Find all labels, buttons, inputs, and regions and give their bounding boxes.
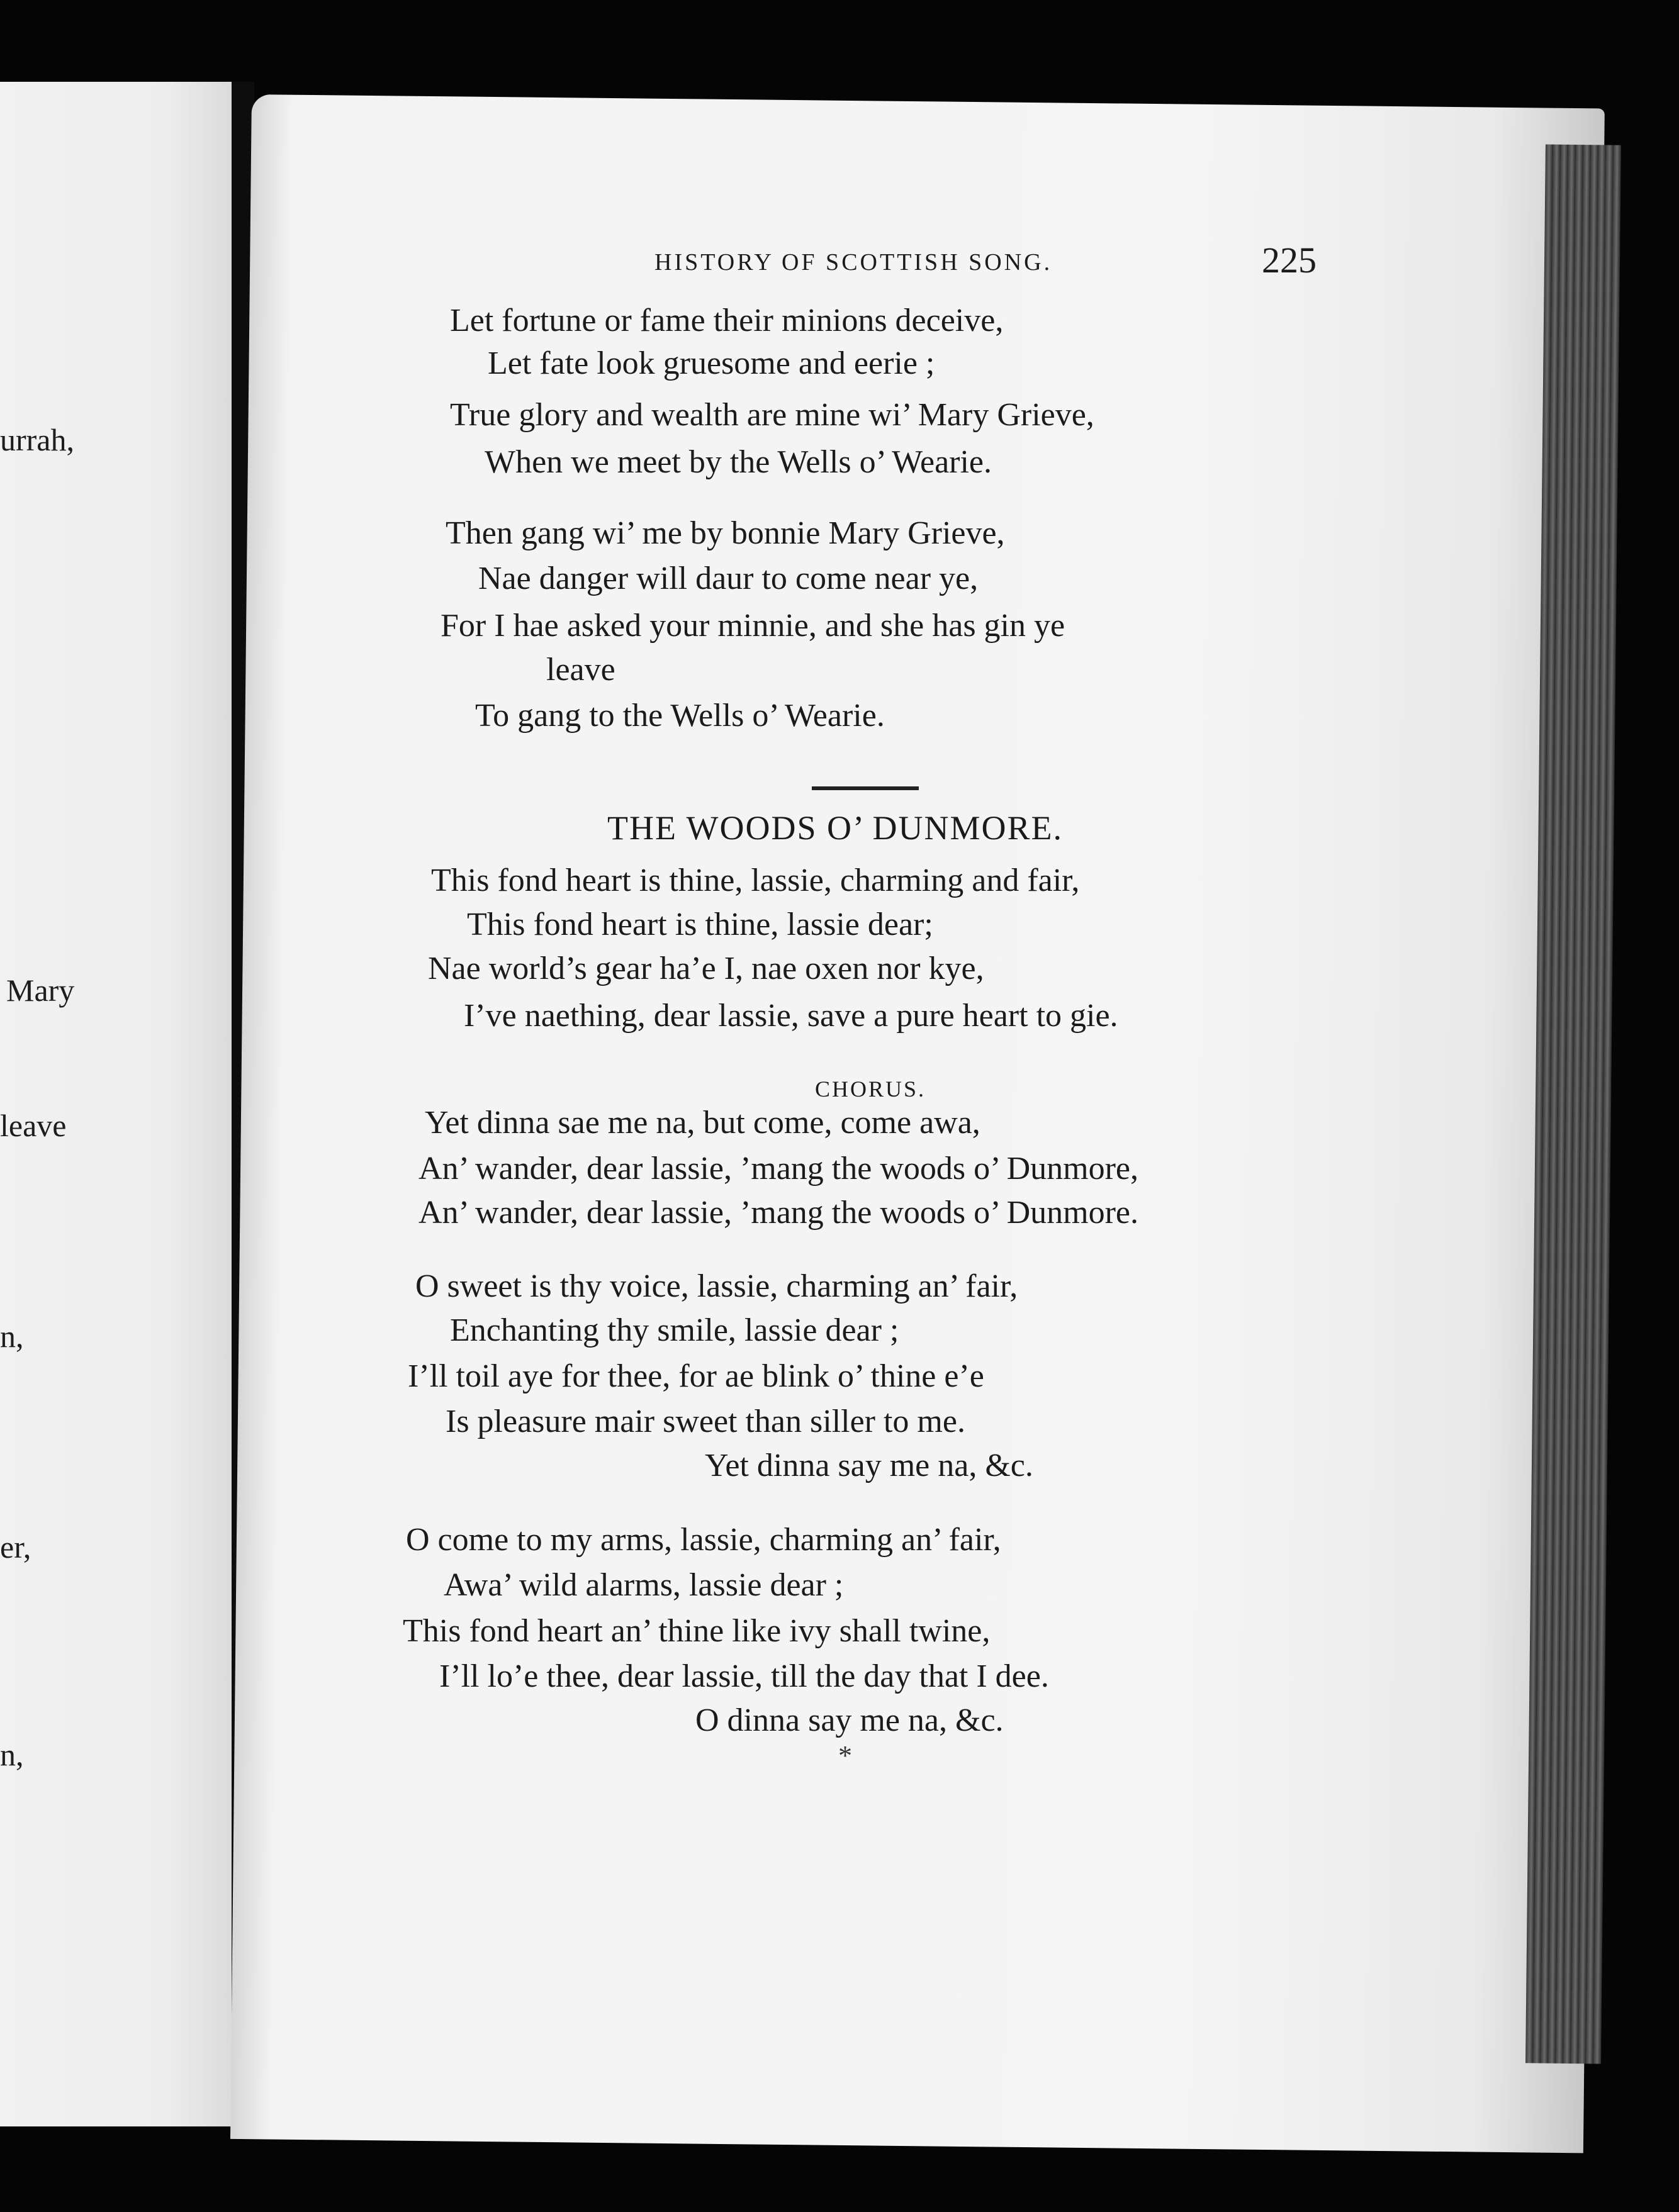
verse-line: O come to my arms, lassie, charming an’ fair, xyxy=(406,1522,1001,1558)
verse-line: Is pleasure mair sweet than siller to me. xyxy=(446,1404,965,1439)
verse-line: Yet dinna sae me na, but come, come awa, xyxy=(425,1105,980,1141)
verse-line: Let fortune or fame their minions deceive, xyxy=(450,303,1004,338)
verse-line: leave xyxy=(546,652,615,688)
verse-line: Let fate look gruesome and eerie ; xyxy=(488,345,935,381)
verse-line: O sweet is thy voice, lassie, charming an’ fair, xyxy=(415,1268,1018,1304)
verse-line: Awa’ wild alarms, lassie dear ; xyxy=(444,1567,844,1603)
song-title: THE WOODS O’ DUNMORE. xyxy=(607,809,1063,847)
verse-line: An’ wander, dear lassie, ’mang the woods o’ Dunmore, xyxy=(418,1151,1138,1187)
page-number: 225 xyxy=(1262,240,1317,281)
verse-line: To gang to the Wells o’ Wearie. xyxy=(475,698,885,734)
chorus-label: CHORUS. xyxy=(815,1076,926,1102)
verse-line: This fond heart is thine, lassie dear; xyxy=(467,907,933,942)
section-divider xyxy=(812,786,919,790)
verse-line: I’ll toil aye for thee, for ae blink o’ thine e’e xyxy=(408,1358,984,1394)
verse-line: For I hae asked your minnie, and she has gin ye xyxy=(441,608,1065,644)
verse-line: I’ve naething, dear lassie, save a pure heart to gie. xyxy=(464,998,1118,1034)
verse-line: Enchanting thy smile, lassie dear ; xyxy=(450,1312,899,1348)
end-mark: * xyxy=(838,1740,852,1771)
verse-line: This fond heart is thine, lassie, charming and fair, xyxy=(431,863,1080,898)
verse-line: An’ wander, dear lassie, ’mang the woods o’ Dunmore. xyxy=(418,1195,1138,1231)
verse-line: True glory and wealth are mine wi’ Mary Grieve, xyxy=(450,397,1094,433)
verse-line: Nae danger will daur to come near ye, xyxy=(478,561,979,596)
verse-line: This fond heart an’ thine like ivy shall twine, xyxy=(403,1613,991,1649)
left-page-fragment: leave xyxy=(0,1108,67,1143)
left-page-fragment: n, xyxy=(0,1319,24,1354)
left-page xyxy=(0,82,239,2126)
left-page-fragment: er, xyxy=(0,1529,31,1565)
verse-line: Nae world’s gear ha’e I, nae oxen nor kye, xyxy=(428,951,984,986)
verse-line: O dinna say me na, &c. xyxy=(695,1702,1004,1738)
left-page-fragment: n, xyxy=(0,1737,24,1772)
verse-line: I’ll lo’e thee, dear lassie, till the day that I dee. xyxy=(439,1658,1049,1694)
verse-line: When we meet by the Wells o’ Wearie. xyxy=(485,444,992,480)
verse-line: Yet dinna say me na, &c. xyxy=(705,1448,1033,1483)
left-page-fragment: urrah, xyxy=(0,422,74,457)
verse-line: Then gang wi’ me by bonnie Mary Grieve, xyxy=(446,515,1005,551)
left-page-fragment: Mary xyxy=(6,973,75,1008)
running-header: HISTORY OF SCOTTISH SONG. xyxy=(654,249,1053,276)
